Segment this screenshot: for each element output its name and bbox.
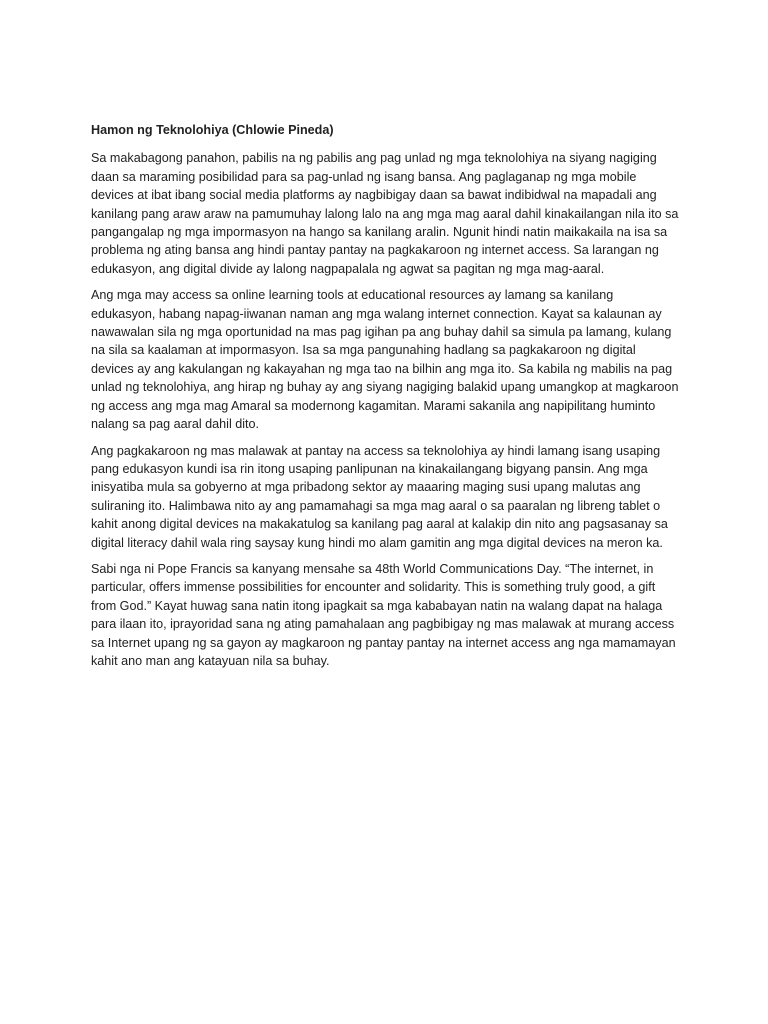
paragraph-2: Ang mga may access sa online learning tools at educational resources ay lamang sa kanilang edukasyon, habang napag-iiwanan naman ang mga walang internet connection. Kayat sa kalaunan ay nawawalan sila ng mga oportunidad na mas pag igihan pa ang buhay dahil sa simula pa lamang, kulang na sila sa kaalaman at impormasyon. Isa sa mga pangunahing hadlang sa pagkakaroon ng digital devices ay ang kakulangan ng kakayahan ng mga tao na bilhin ang mga ito. Sa kabila ng mabilis na pag unlad ng teknolohiya, ang hirap ng buhay ay ang siyang nagiging balakid upang umangkop at magkaroon ng access ang mga mag Amaral sa modernong kagamitan. Marami sakanila ang napipilitang huminto nalang sa pag aaral dahil dito. — [91, 288, 679, 432]
paragraph-1: Sa makabagong panahon, pabilis na ng pabilis ang pag unlad ng mga teknolohiya na siyang nagiging daan sa maraming posibilidad para sa pag-unlad ng isang bansa. Ang paglaganap ng mga mobile devices at ibat ibang social media platforms ay nagbibigay daan sa bawat indibidwal na mapadali ang kanilang pang araw araw na pamumuhay lalong lalo na ang mga mag aaral dahil kinakailangan nila ito sa pangangalap ng mga impormasyon na hango sa kanilang aralin. Ngunit hindi natin maikakaila na isa sa problema ng ating bansa ang hindi pantay pantay na pagkakaroon ng internet access. Sa larangan ng edukasyon, ang digital divide ay lalong nagpapalala ng agwat sa pagitan ng mga mag-aaral. — [91, 151, 679, 276]
document-title: Hamon ng Teknolohiya (Chlowie Pineda) — [91, 123, 334, 137]
document-body — [91, 121, 681, 678]
paragraph-3: Ang pagkakaroon ng mas malawak at pantay na access sa teknolohiya ay hindi lamang isang usaping pang edukasyon kundi isa rin itong usaping panlipunan na kinakailangang bigyang pansin. Ang mga inisyatiba mula sa gobyerno at mga pribadong sektor ay maaaring maging susi upang malutas ang suliraning ito. Halimbawa nito ay ang pamamahagi sa mga mag aaral o sa paaralan ng libreng tablet o kahit anong digital devices na makakatulog sa kanilang pag aaral at kalakip din nito ang pagsasanay sa digital literacy dahil wala ring saysay kung hindi mo alam gamitin ang mga digital devices na meron ka. — [91, 443, 668, 550]
paragraph-4: Sabi nga ni Pope Francis sa kanyang mensahe sa 48th World Communications Day. “The internet, in particular, offers immense possibilities for encounter and solidarity. This is something truly good, a gift from God.” Kayat huwag sana natin itong ipagkait sa mga kababayan natin na walang dapat na halaga para ilaan ito, iprayoridad sana ng ating pamahalaan ang pagbibigay ng mas malawak at murang access sa Internet upang ng sa gayon ay magkaroon ng pantay pantay na internet access ang nga mamamayan kahit ano man ang katayuan nila sa buhay. — [91, 561, 676, 668]
